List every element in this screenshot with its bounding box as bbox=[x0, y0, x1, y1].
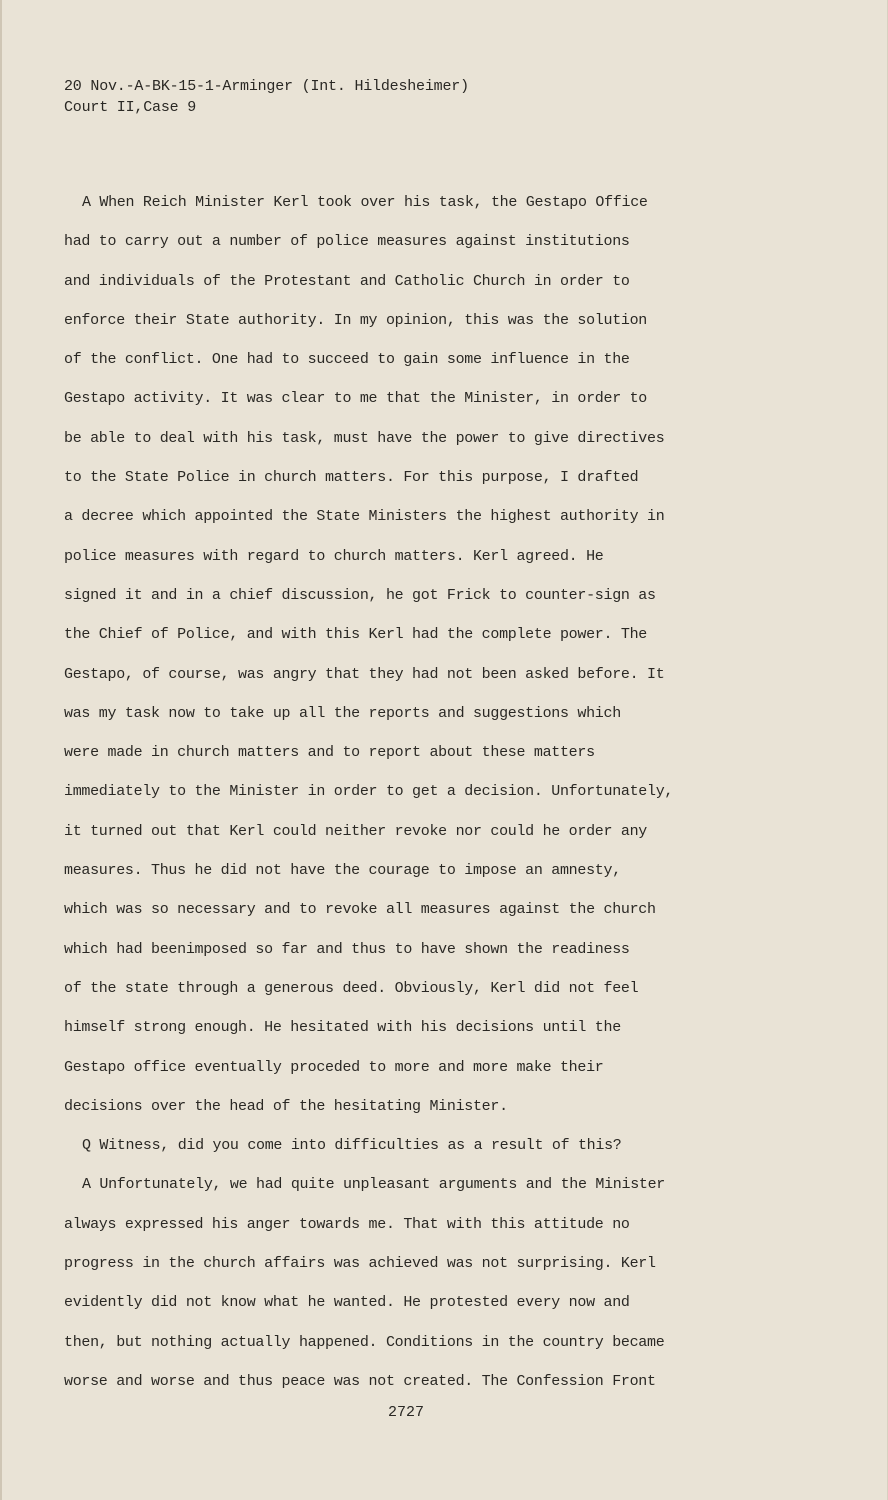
text-line: police measures with regard to church matters. Kerl agreed. He bbox=[64, 547, 604, 565]
text-line: himself strong enough. He hesitated with his decisions until the bbox=[64, 1019, 621, 1037]
testimony-text bbox=[64, 190, 764, 1408]
text-line: decisions over the head of the hesitating Minister. bbox=[64, 1097, 508, 1115]
text-line: of the conflict. One had to succeed to gain some influence in the bbox=[64, 351, 630, 369]
text-line: Gestapo office eventually proceded to more and more make their bbox=[64, 1058, 604, 1076]
page-number: 2727 bbox=[387, 1404, 424, 1421]
text-line: evidently did not know what he wanted. He protested every now and bbox=[64, 1294, 630, 1312]
answer-line: A Unfortunately, we had quite unpleasant arguments and the Minister bbox=[82, 1176, 665, 1194]
text-line: worse and worse and thus peace was not created. The Confession Front bbox=[64, 1372, 656, 1390]
text-line: which was so necessary and to revoke all measures against the church bbox=[64, 901, 656, 919]
header-reference-line: 20 Nov.-A-BK-15-1-Arminger (Int. Hildesheimer) bbox=[64, 78, 469, 95]
text-line: always expressed his anger towards me. That with this attitude no bbox=[64, 1215, 630, 1233]
text-line: it turned out that Kerl could neither revoke nor could he order any bbox=[64, 822, 647, 840]
text-line: to the State Police in church matters. For this purpose, I drafted bbox=[64, 469, 639, 487]
text-line: signed it and in a chief discussion, he got Frick to counter-sign as bbox=[64, 586, 656, 604]
text-line: be able to deal with his task, must have the power to give directives bbox=[64, 429, 665, 447]
text-line: which had beenimposed so far and thus to have shown the readiness bbox=[64, 940, 630, 958]
header-court-line: Court II,Case 9 bbox=[64, 99, 197, 116]
text-line: enforce their State authority. In my opinion, this was the solution bbox=[64, 311, 647, 329]
question-line: Q Witness, did you come into difficulties as a result of this? bbox=[82, 1137, 622, 1155]
text-line: and individuals of the Protestant and Catholic Church in order to bbox=[64, 272, 630, 290]
text-line: immediately to the Minister in order to get a decision. Unfortunately, bbox=[64, 783, 674, 801]
text-line: were made in church matters and to report about these matters bbox=[64, 744, 595, 762]
text-line: was my task now to take up all the reports and suggestions which bbox=[64, 704, 621, 722]
text-line: a decree which appointed the State Ministers the highest authority in bbox=[64, 508, 665, 526]
text-line: measures. Thus he did not have the courage to impose an amnesty, bbox=[64, 862, 621, 880]
text-line: the Chief of Police, and with this Kerl had the complete power. The bbox=[64, 626, 647, 644]
text-line: Gestapo activity. It was clear to me that the Minister, in order to bbox=[64, 390, 647, 408]
text-line: of the state through a generous deed. Obviously, Kerl did not feel bbox=[64, 979, 639, 997]
text-line: progress in the church affairs was achieved was not surprising. Kerl bbox=[64, 1255, 656, 1273]
text-line: then, but nothing actually happened. Conditions in the country became bbox=[64, 1333, 665, 1351]
text-line: Gestapo, of course, was angry that they had not been asked before. It bbox=[64, 665, 665, 683]
text-line: had to carry out a number of police measures against institutions bbox=[64, 233, 630, 251]
text-line: A When Reich Minister Kerl took over his task, the Gestapo Office bbox=[82, 194, 648, 211]
document-header bbox=[64, 76, 469, 118]
